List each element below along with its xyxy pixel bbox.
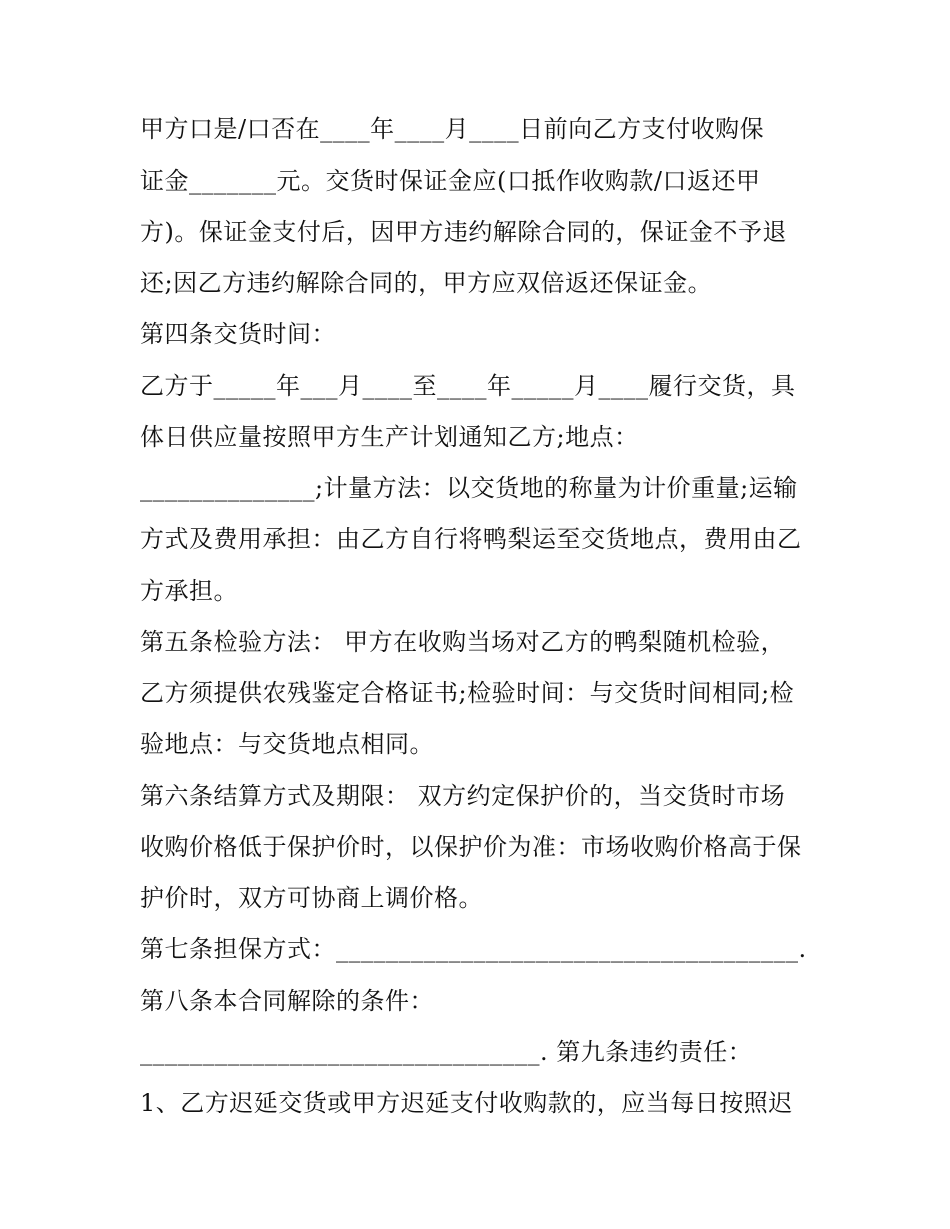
text-line-4: 还;因乙方违约解除合同的，甲方应双倍返还保证金。 <box>140 269 713 297</box>
article-7-line: 第七条担保方式：_____________________________________. <box>140 935 807 963</box>
article-9-line: ________________________________. 第九条违约责任： <box>140 1038 753 1066</box>
text-line-13: 验地点：与交货地点相同。 <box>140 730 434 758</box>
text-line-3: 方)。保证金支付后，因甲方违约解除合同的，保证金不予退 <box>140 218 787 246</box>
text-line-20: 1、乙方迟延交货或甲方迟延支付收购款的，应当每日按照迟 <box>140 1089 793 1117</box>
text-line-15: 收购价格低于保护价时，以保护价为准：市场收购价格高于保 <box>140 833 802 861</box>
text-line-16: 护价时，双方可协商上调价格。 <box>140 884 483 912</box>
article-8-heading: 第八条本合同解除的条件： <box>140 987 434 1015</box>
text-line-7: 体日供应量按照甲方生产计划通知乙方;地点： <box>140 423 639 451</box>
text-line-9: 方式及费用承担：由乙方自行将鸭梨运至交货地点，费用由乙 <box>140 525 802 553</box>
article-4-heading: 第四条交货时间： <box>140 320 336 348</box>
article-6-line: 第六条结算方式及期限： 双方约定保护价的，当交货时市场 <box>140 782 786 810</box>
text-line-6: 乙方于_____年___月____至____年_____月____履行交货，具 <box>140 372 796 400</box>
text-line-8: ______________;计量方法：以交货地的称量为计价重量;运输 <box>140 474 798 502</box>
text-line-1: 甲方口是/口否在____年____月____日前向乙方支付收购保 <box>140 115 765 143</box>
text-line-2: 证金_______元。交货时保证金应(口抵作收购款/口返还甲 <box>140 167 761 195</box>
text-line-10: 方承担。 <box>140 577 238 605</box>
text-line-12: 乙方须提供农残鉴定合格证书;检验时间：与交货时间相同;检 <box>140 679 795 707</box>
article-5-line: 第五条检验方法： 甲方在收购当场对乙方的鸭梨随机检验， <box>140 628 786 656</box>
